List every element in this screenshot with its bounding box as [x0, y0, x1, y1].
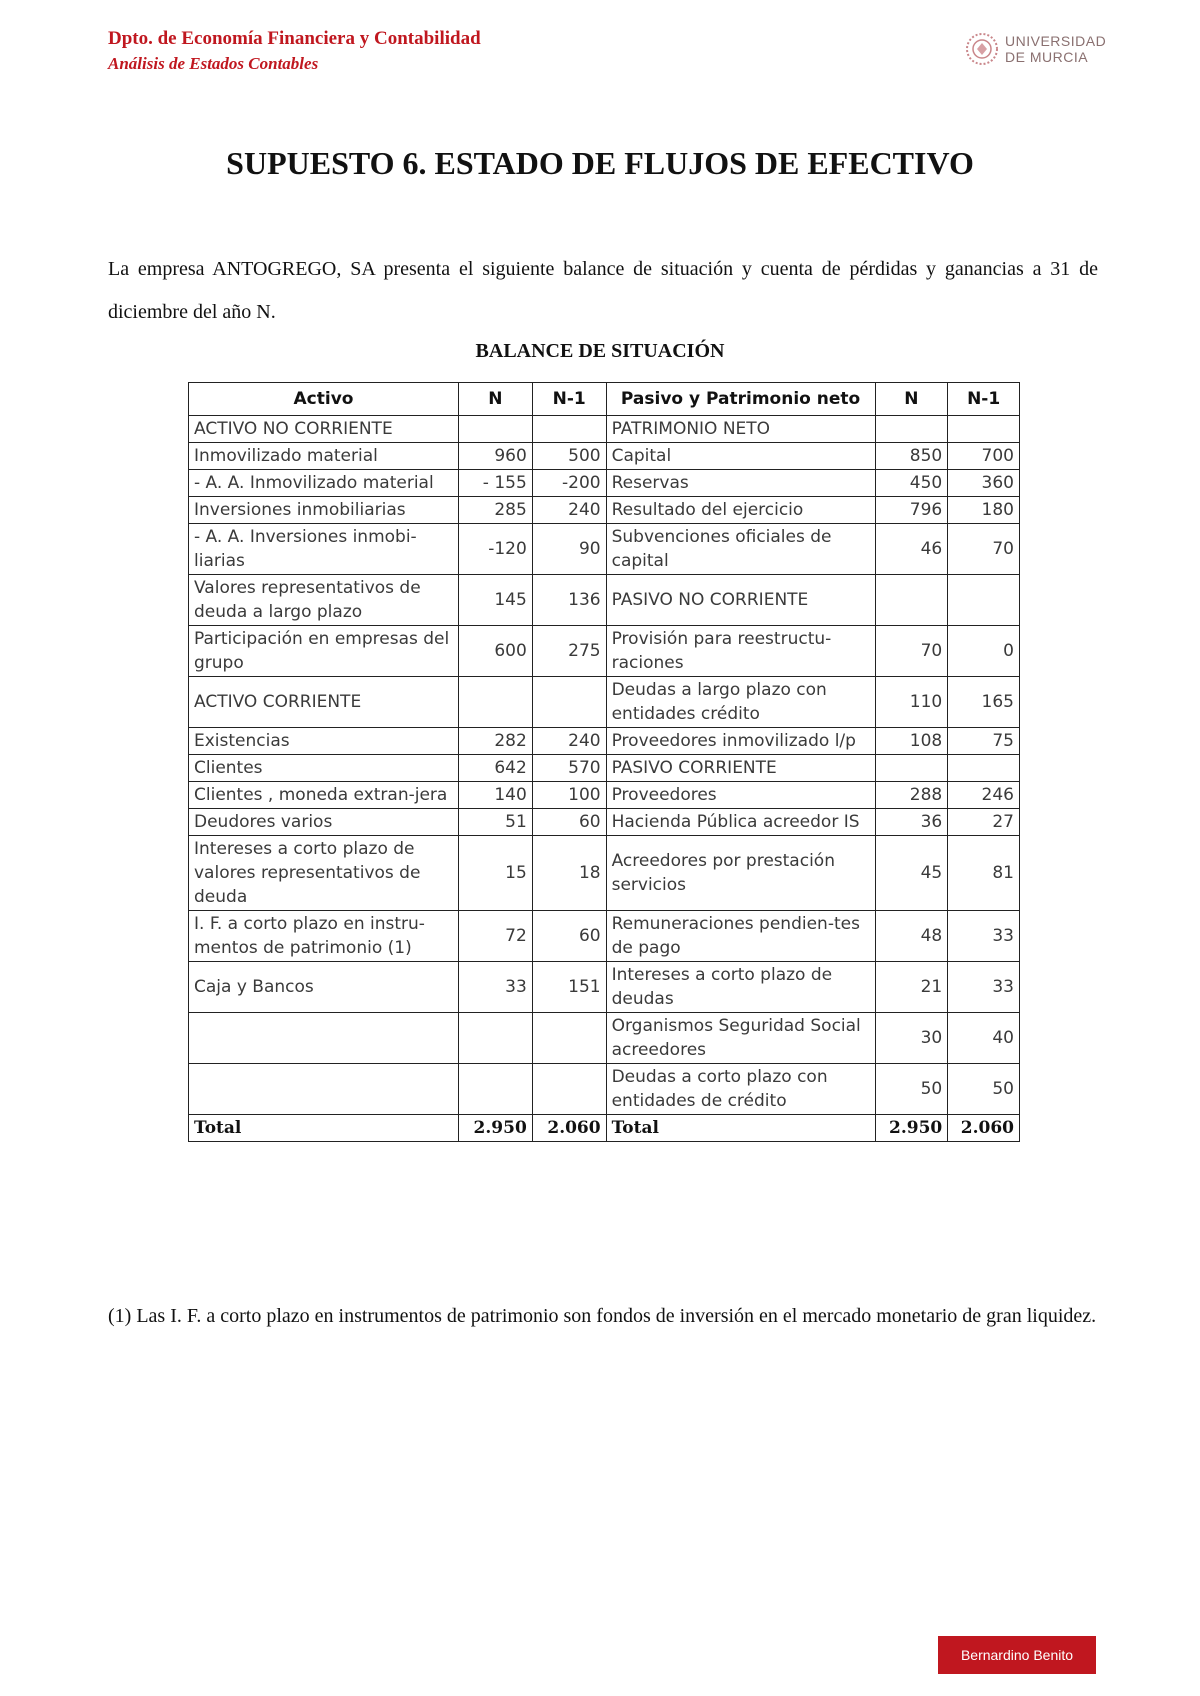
pasivo-n1-cell: 70	[948, 524, 1020, 575]
activo-cell: Intereses a corto plazo de valores representativos de deuda	[189, 836, 459, 911]
activo-cell: Deudores varios	[189, 809, 459, 836]
pasivo-n1-cell	[948, 575, 1020, 626]
activo-n-cell: 282	[458, 728, 532, 755]
activo-n-cell: 600	[458, 626, 532, 677]
table-row	[189, 626, 1020, 677]
activo-n1-cell: 151	[532, 962, 606, 1013]
header-pasivo: Pasivo y Patrimonio neto	[606, 383, 875, 416]
pasivo-n-cell: 110	[875, 677, 948, 728]
table-row	[189, 497, 1020, 524]
pasivo-n-cell: 45	[875, 836, 948, 911]
balance-sheet-table	[188, 382, 1020, 1142]
activo-cell: Participación en empresas del grupo	[189, 626, 459, 677]
course-name: Análisis de Estados Contables	[108, 54, 319, 73]
table-row	[189, 809, 1020, 836]
activo-n-cell	[458, 416, 532, 443]
pasivo-n-cell: 48	[875, 911, 948, 962]
pasivo-cell: Proveedores	[606, 782, 875, 809]
activo-n-cell: 72	[458, 911, 532, 962]
pasivo-n1-cell: 75	[948, 728, 1020, 755]
table-row	[189, 524, 1020, 575]
header-pn1: N-1	[948, 383, 1020, 416]
logo-line-2: DE MURCIA	[1005, 49, 1089, 65]
pasivo-n1-cell: 0	[948, 626, 1020, 677]
activo-n-cell: 33	[458, 962, 532, 1013]
activo-n-cell: - 155	[458, 470, 532, 497]
pasivo-cell: Proveedores inmovilizado l/p	[606, 728, 875, 755]
activo-n1-cell: 60	[532, 911, 606, 962]
pasivo-n-cell: 450	[875, 470, 948, 497]
pasivo-n-cell: 21	[875, 962, 948, 1013]
pasivo-n1-cell: 360	[948, 470, 1020, 497]
pasivo-cell: Remuneraciones pendien-tes de pago	[606, 911, 875, 962]
activo-cell: Total	[189, 1115, 459, 1142]
pasivo-n1-cell	[948, 755, 1020, 782]
footnote: (1) Las I. F. a corto plazo en instrumentos de patrimonio son fondos de inversión en el mercado monetario de gran liquidez.	[108, 1305, 1097, 1327]
activo-n-cell: 2.950	[458, 1115, 532, 1142]
pasivo-cell: Deudas a largo plazo con entidades crédito	[606, 677, 875, 728]
pasivo-n1-cell: 700	[948, 443, 1020, 470]
pasivo-n-cell: 288	[875, 782, 948, 809]
activo-n-cell: 960	[458, 443, 532, 470]
header-n: N	[458, 383, 532, 416]
table-row	[189, 1013, 1020, 1064]
document-header	[108, 26, 481, 76]
pasivo-n1-cell: 50	[948, 1064, 1020, 1115]
pasivo-cell: Resultado del ejercicio	[606, 497, 875, 524]
activo-cell: ACTIVO CORRIENTE	[189, 677, 459, 728]
activo-n1-cell	[532, 1013, 606, 1064]
pasivo-n-cell: 36	[875, 809, 948, 836]
activo-cell: - A. A. Inversiones inmobi-liarias	[189, 524, 459, 575]
activo-n-cell: 51	[458, 809, 532, 836]
logo-line-1: UNIVERSIDAD	[1005, 33, 1107, 49]
table-row	[189, 470, 1020, 497]
activo-n1-cell	[532, 416, 606, 443]
activo-cell	[189, 1013, 459, 1064]
table-row	[189, 911, 1020, 962]
table-title: BALANCE DE SITUACIÓN	[475, 340, 725, 362]
header-pn: N	[875, 383, 948, 416]
pasivo-cell: Capital	[606, 443, 875, 470]
pasivo-n1-cell: 246	[948, 782, 1020, 809]
pasivo-cell: Acreedores por prestación servicios	[606, 836, 875, 911]
pasivo-cell: Organismos Seguridad Social acreedores	[606, 1013, 875, 1064]
university-logo	[965, 32, 1106, 66]
pasivo-cell: Total	[606, 1115, 875, 1142]
pasivo-cell: Subvenciones oficiales de capital	[606, 524, 875, 575]
activo-cell: Valores representativos de deuda a largo plazo	[189, 575, 459, 626]
activo-n1-cell: 100	[532, 782, 606, 809]
table-row	[189, 677, 1020, 728]
page-title: SUPUESTO 6. ESTADO DE FLUJOS DE EFECTIVO	[226, 145, 974, 181]
pasivo-cell: Deudas a corto plazo con entidades de crédito	[606, 1064, 875, 1115]
table-row	[189, 443, 1020, 470]
pasivo-cell: Provisión para reestructu-raciones	[606, 626, 875, 677]
table-row	[189, 962, 1020, 1013]
activo-cell: - A. A. Inmovilizado material	[189, 470, 459, 497]
activo-n1-cell: 275	[532, 626, 606, 677]
activo-n-cell: 642	[458, 755, 532, 782]
activo-cell: I. F. a corto plazo en instru-mentos de patrimonio (1)	[189, 911, 459, 962]
pasivo-n-cell: 30	[875, 1013, 948, 1064]
pasivo-n1-cell: 33	[948, 962, 1020, 1013]
activo-n1-cell: 90	[532, 524, 606, 575]
department-name: Dpto. de Economía Financiera y Contabilidad	[108, 28, 481, 49]
pasivo-n-cell: 46	[875, 524, 948, 575]
activo-cell	[189, 1064, 459, 1115]
activo-n-cell	[458, 1013, 532, 1064]
pasivo-n-cell: 50	[875, 1064, 948, 1115]
pasivo-cell: PASIVO CORRIENTE	[606, 755, 875, 782]
total-row	[189, 1115, 1020, 1142]
table-row	[189, 728, 1020, 755]
pasivo-n1-cell: 81	[948, 836, 1020, 911]
activo-n1-cell: 136	[532, 575, 606, 626]
activo-n-cell: 15	[458, 836, 532, 911]
activo-n-cell: 285	[458, 497, 532, 524]
activo-cell: Clientes	[189, 755, 459, 782]
header-n1: N-1	[532, 383, 606, 416]
pasivo-n-cell	[875, 416, 948, 443]
table-header-row	[189, 383, 1020, 416]
pasivo-n-cell: 2.950	[875, 1115, 948, 1142]
activo-n-cell	[458, 677, 532, 728]
pasivo-n1-cell: 27	[948, 809, 1020, 836]
pasivo-n-cell	[875, 755, 948, 782]
activo-n-cell: -120	[458, 524, 532, 575]
table-row	[189, 575, 1020, 626]
pasivo-n-cell: 108	[875, 728, 948, 755]
table-row	[189, 755, 1020, 782]
pasivo-cell: Intereses a corto plazo de deudas	[606, 962, 875, 1013]
activo-n1-cell: 570	[532, 755, 606, 782]
activo-n1-cell	[532, 1064, 606, 1115]
pasivo-n1-cell	[948, 416, 1020, 443]
activo-cell: Existencias	[189, 728, 459, 755]
pasivo-cell: Reservas	[606, 470, 875, 497]
university-seal-icon	[965, 32, 999, 66]
pasivo-cell: Hacienda Pública acreedor IS	[606, 809, 875, 836]
pasivo-n1-cell: 2.060	[948, 1115, 1020, 1142]
pasivo-n-cell: 796	[875, 497, 948, 524]
table-row	[189, 782, 1020, 809]
pasivo-n1-cell: 40	[948, 1013, 1020, 1064]
table-row	[189, 836, 1020, 911]
activo-cell: Inversiones inmobiliarias	[189, 497, 459, 524]
pasivo-n-cell: 850	[875, 443, 948, 470]
activo-n1-cell: 18	[532, 836, 606, 911]
activo-n1-cell: 500	[532, 443, 606, 470]
table-row	[189, 416, 1020, 443]
pasivo-n-cell	[875, 575, 948, 626]
pasivo-cell: PASIVO NO CORRIENTE	[606, 575, 875, 626]
pasivo-n1-cell: 180	[948, 497, 1020, 524]
activo-n1-cell	[532, 677, 606, 728]
activo-n1-cell: 240	[532, 728, 606, 755]
activo-n1-cell: 240	[532, 497, 606, 524]
activo-n1-cell: 60	[532, 809, 606, 836]
pasivo-cell: PATRIMONIO NETO	[606, 416, 875, 443]
activo-cell: Caja y Bancos	[189, 962, 459, 1013]
author-badge: Bernardino Benito	[938, 1636, 1096, 1674]
activo-cell: ACTIVO NO CORRIENTE	[189, 416, 459, 443]
activo-n1-cell: 2.060	[532, 1115, 606, 1142]
intro-paragraph: La empresa ANTOGREGO, SA presenta el siguiente balance de situación y cuenta de pérdidas y ganancias a 31 de diciembre del año N.	[108, 258, 1098, 323]
table-row	[189, 1064, 1020, 1115]
pasivo-n1-cell: 33	[948, 911, 1020, 962]
pasivo-n1-cell: 165	[948, 677, 1020, 728]
activo-n-cell: 140	[458, 782, 532, 809]
activo-cell: Inmovilizado material	[189, 443, 459, 470]
activo-n-cell	[458, 1064, 532, 1115]
activo-cell: Clientes , moneda extran-jera	[189, 782, 459, 809]
pasivo-n-cell: 70	[875, 626, 948, 677]
activo-n-cell: 145	[458, 575, 532, 626]
header-activo: Activo	[189, 383, 459, 416]
activo-n1-cell: -200	[532, 470, 606, 497]
